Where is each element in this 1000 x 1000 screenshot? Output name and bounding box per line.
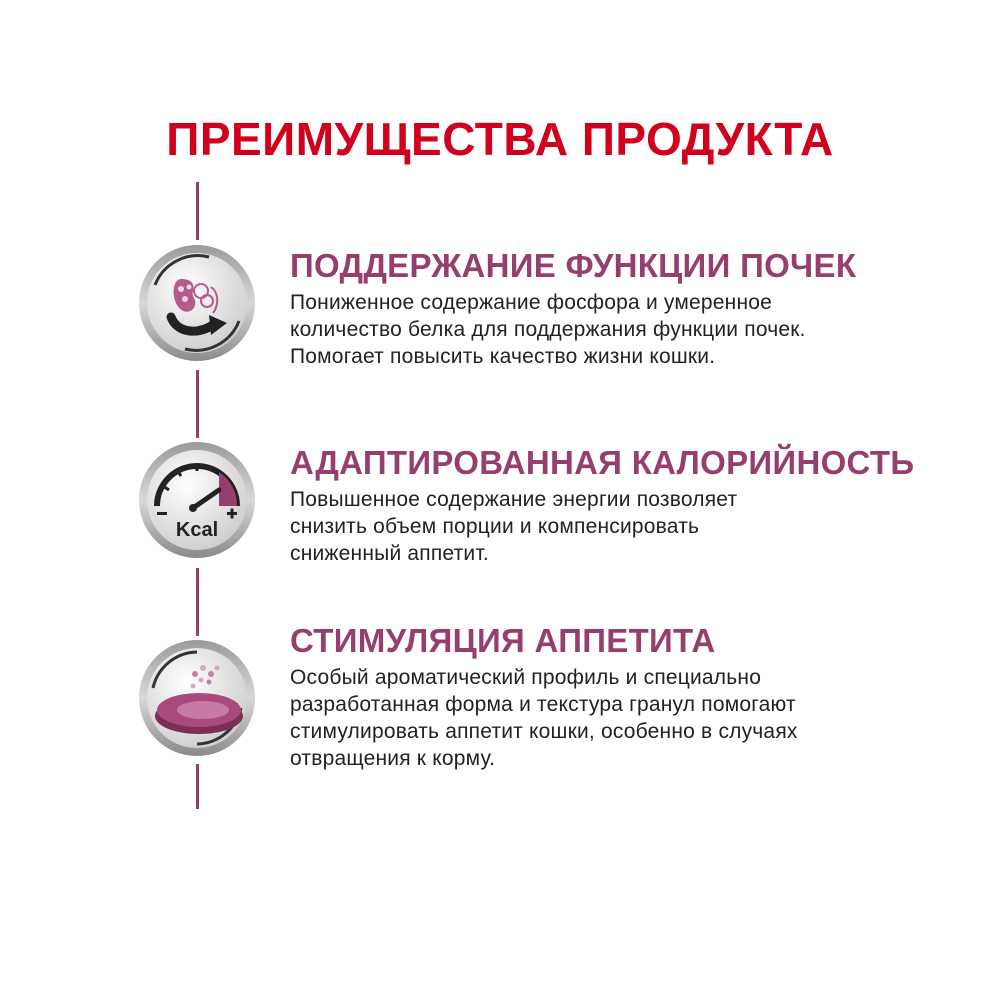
description-line: Особый ароматический профиль и специально bbox=[290, 666, 762, 689]
divider-line bbox=[196, 764, 199, 809]
feature-description bbox=[290, 289, 970, 370]
description-line: сниженный аппетит. bbox=[290, 542, 489, 565]
description-line: отвращения к корму. bbox=[290, 747, 496, 770]
divider-line bbox=[196, 182, 199, 240]
description-line: снизить объем порции и компенсировать bbox=[290, 515, 700, 538]
description-line: Помогает повысить качество жизни кошки. bbox=[290, 345, 716, 368]
kcal-label: Kcal bbox=[175, 519, 219, 541]
page-title: ПРЕИМУЩЕСТВА ПРОДУКТА bbox=[166, 113, 834, 165]
description-line: стимулировать аппетит кошки, особенно в случаях bbox=[290, 720, 798, 743]
feature-appetite bbox=[290, 622, 970, 772]
feature-heading: АДАПТИРОВАННАЯ КАЛОРИЙНОСТЬ bbox=[290, 444, 915, 481]
kidney-icon bbox=[137, 243, 257, 363]
feature-description bbox=[290, 486, 970, 567]
divider-line bbox=[196, 568, 199, 636]
description-line: разработанная форма и текстура гранул помогают bbox=[290, 693, 796, 716]
feature-heading: СТИМУЛЯЦИЯ АППЕТИТА bbox=[290, 622, 716, 659]
feature-calories bbox=[290, 444, 970, 567]
divider-line bbox=[196, 370, 199, 438]
kcal-gauge-icon bbox=[137, 440, 257, 560]
feature-description bbox=[290, 664, 970, 772]
description-line: Повышенное содержание энергии позволяет bbox=[290, 488, 738, 511]
description-line: количество белка для поддержания функции почек. bbox=[290, 318, 806, 341]
description-line: Пониженное содержание фосфора и умеренное bbox=[290, 291, 773, 314]
kibble-aroma-icon bbox=[137, 638, 257, 758]
feature-heading: ПОДДЕРЖАНИЕ ФУНКЦИИ ПОЧЕК bbox=[290, 247, 857, 284]
feature-kidney bbox=[290, 247, 970, 370]
